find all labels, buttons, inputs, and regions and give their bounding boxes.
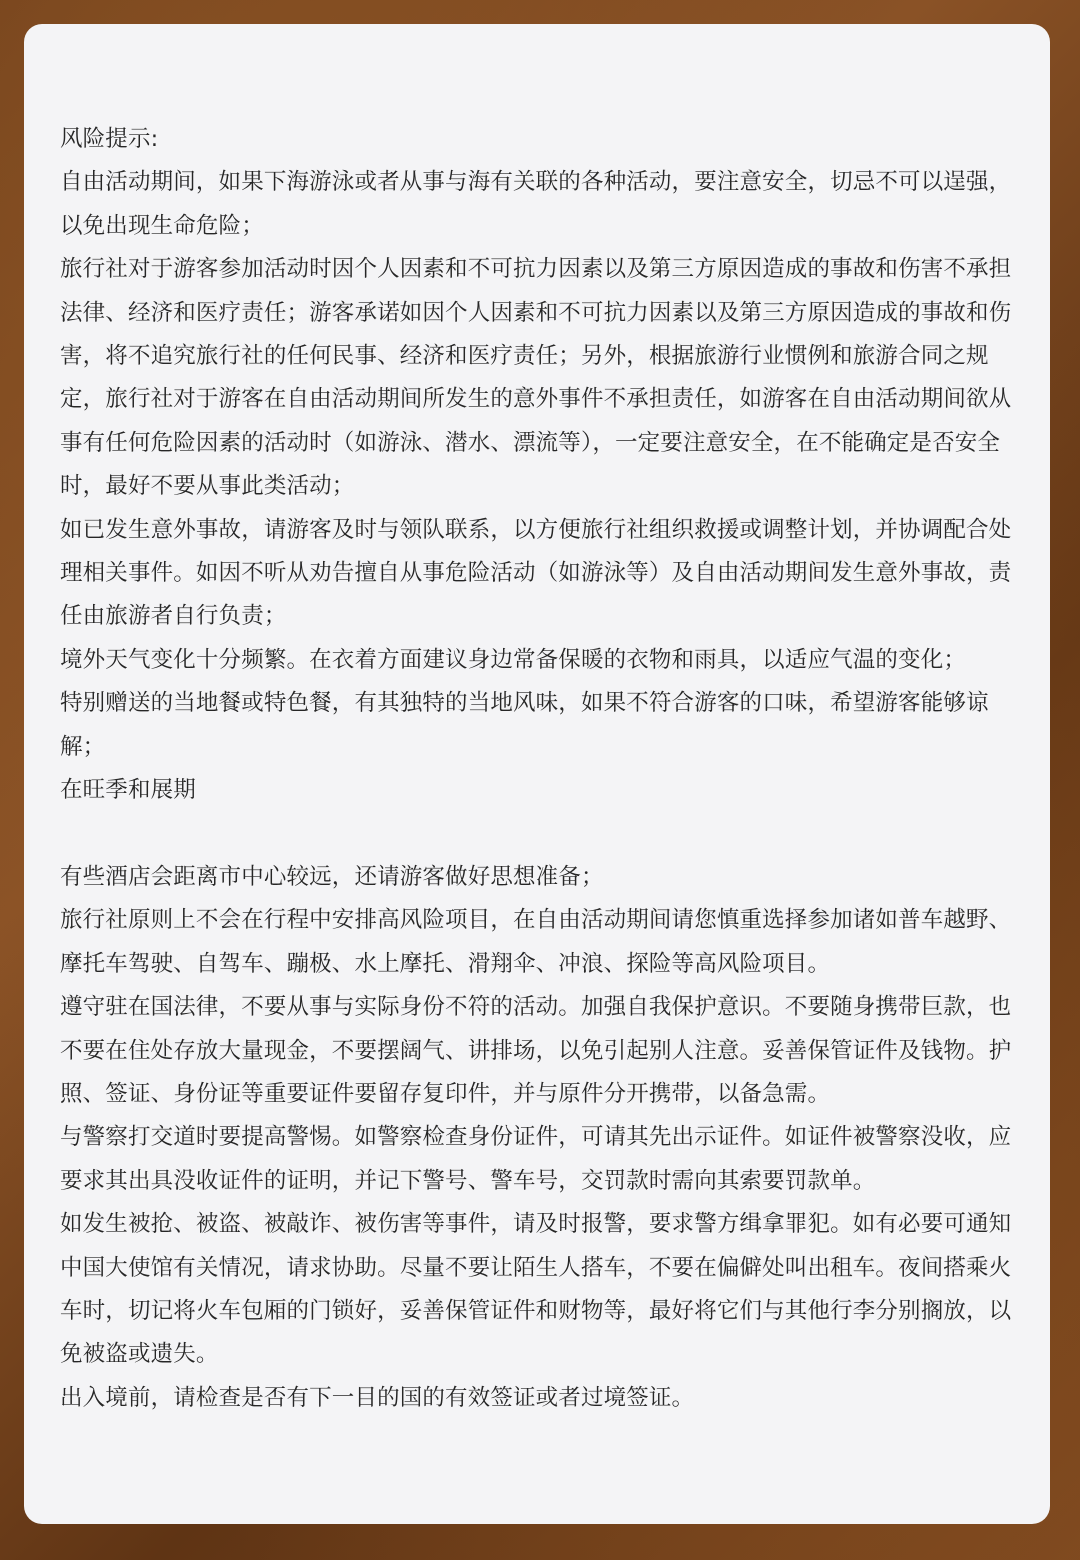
notice-paragraph: 出入境前，请检查是否有下一目的国的有效签证或者过境签证。 bbox=[60, 1384, 695, 1411]
notice-heading: 风险提示: bbox=[60, 126, 159, 152]
notice-paragraph: 遵守驻在国法律，不要从事与实际身份不符的活动。加强自我保护意识。不要随身携带巨款，也不要在住处存放大量现金，不要摆阔气、讲排场，以免引起别人注意。妥善保管证件及钱物。护照、签证、身份证等重要证件要留存复印件，并与原件分开携带，以备急需。 bbox=[60, 994, 1012, 1107]
notice-paragraph: 如发生被抢、被盗、被敲诈、被伤害等事件，请及时报警，要求警方缉拿罪犯。如有必要可通知中国大使馆有关情况，请求协助。尽量不要让陌生人搭车，不要在偏僻处叫出租车。夜间搭乘火车时，切记将火车包厢的门锁好，妥善保管证件和财物等，最好将它们与其他行李分别搁放，以免被盗或遗失。 bbox=[60, 1211, 1012, 1368]
notice-paragraph: 在旺季和展期 bbox=[60, 777, 196, 804]
notice-paragraph: 旅行社原则上不会在行程中安排高风险项目，在自由活动期间请您慎重选择参加诸如普车越野、摩托车驾驶、自驾车、蹦极、水上摩托、滑翔伞、冲浪、探险等高风险项目。 bbox=[60, 907, 1012, 977]
notice-paragraph: 特别赠送的当地餐或特色餐，有其独特的当地风味，如果不符合游客的口味，希望游客能够谅解； bbox=[60, 690, 989, 760]
notice-paragraph: 有些酒店会距离市中心较远，还请游客做好思想准备； bbox=[60, 863, 604, 890]
notice-paragraph: 如已发生意外事故，请游客及时与领队联系，以方便旅行社组织救援或调整计划，并协调配合处理相关事件。如因不听从劝告擅自从事危险活动（如游泳等）及自由活动期间发生意外事故，责任由旅游者自行负责； bbox=[60, 516, 1012, 630]
notice-content bbox=[60, 118, 1024, 1420]
notice-card bbox=[24, 24, 1050, 1524]
notice-paragraph: 自由活动期间，如果下海游泳或者从事与海有关联的各种活动，要注意安全，切忌不可以逞强，以免出现生命危险； bbox=[60, 169, 1012, 239]
blank-line bbox=[60, 813, 1024, 856]
notice-paragraph: 旅行社对于游客参加活动时因个人因素和不可抗力因素以及第三方原因造成的事故和伤害不承担法律、经济和医疗责任；游客承诺如因个人因素和不可抗力因素以及第三方原因造成的事故和伤害，将不追究旅行社的任何民事、经济和医疗责任；另外，根据旅游行业惯例和旅游合同之规定，旅行社对于游客在自由活动期间所发生的意外事件不承担责任，如游客在自由活动期间欲从事有任何危险因素的活动时（如游泳、潜水、漂流等），一定要注意安全，在不能确定是否安全时，最好不要从事此类活动； bbox=[60, 256, 1012, 500]
notice-paragraph: 与警察打交道时要提高警惕。如警察检查身份证件，可请其先出示证件。如证件被警察没收，应要求其出具没收证件的证明，并记下警号、警车号，交罚款时需向其索要罚款单。 bbox=[60, 1124, 1012, 1194]
notice-paragraph: 境外天气变化十分频繁。在衣着方面建议身边常备保暖的衣物和雨具，以适应气温的变化； bbox=[60, 646, 967, 673]
